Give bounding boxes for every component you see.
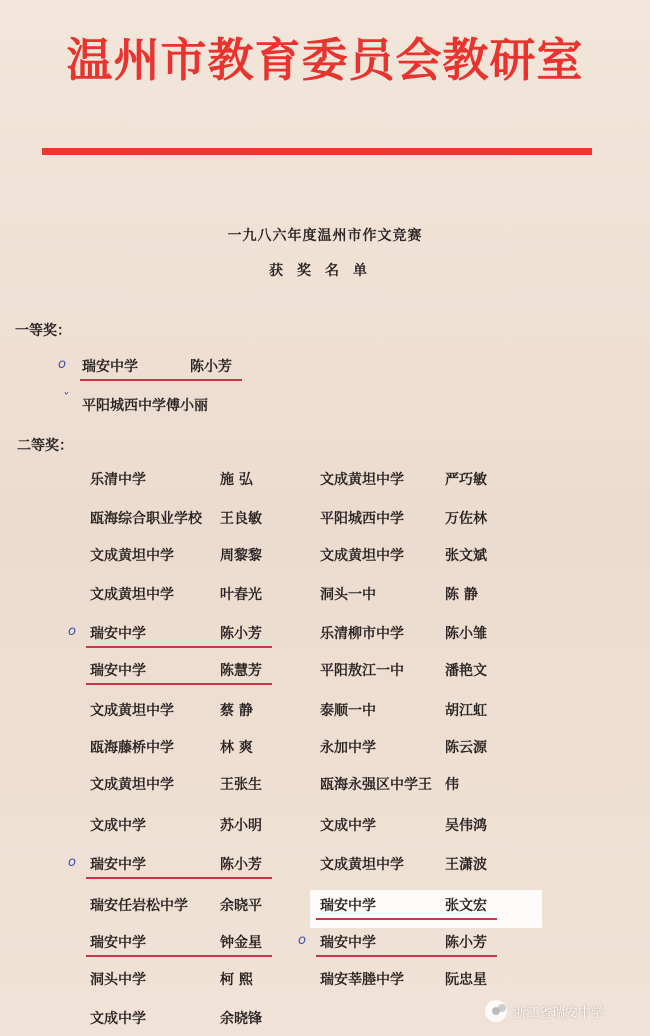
handwritten-underline bbox=[80, 379, 242, 381]
entry-name: 王潇波 bbox=[445, 857, 487, 873]
entry-name: 蔡 静 bbox=[220, 703, 253, 719]
entry-school: 平阳城西中学 bbox=[320, 511, 404, 527]
handwritten-underline bbox=[316, 955, 497, 957]
first-prize-name: 陈小芳 bbox=[190, 359, 232, 375]
entry-school: 乐清柳市中学 bbox=[320, 626, 404, 642]
entry-school: 瑞安任岩松中学 bbox=[90, 898, 188, 914]
entry-name: 陈小芳 bbox=[445, 935, 487, 951]
entry-school: 瑞安莘塍中学 bbox=[320, 972, 404, 988]
entry-name: 严巧敏 bbox=[445, 472, 487, 488]
entry-school: 瑞安中学 bbox=[320, 898, 376, 914]
entry-school: 文成黄坦中学 bbox=[320, 472, 404, 488]
entry-school: 文成黄坦中学 bbox=[90, 703, 174, 719]
entry-name: 张文斌 bbox=[445, 548, 487, 564]
entry-school: 文成中学 bbox=[320, 818, 376, 834]
entry-school: 瓯海综合职业学校 bbox=[90, 511, 202, 527]
entry-name: 林 爽 bbox=[220, 740, 253, 756]
handwritten-underline bbox=[316, 918, 497, 920]
entry-school: 瑞安中学 bbox=[320, 935, 376, 951]
entry-name: 周黎黎 bbox=[220, 548, 262, 564]
entry-name: 陈 静 bbox=[445, 587, 478, 603]
entry-school: 洞头中学 bbox=[90, 972, 146, 988]
entry-school: 泰顺一中 bbox=[320, 703, 376, 719]
entry-name: 张文宏 bbox=[445, 898, 487, 914]
entry-name: 余晓平 bbox=[220, 898, 262, 914]
entry-school: 永加中学 bbox=[320, 740, 376, 756]
letterhead-title: 温州市教育委员会教研室 bbox=[66, 33, 584, 87]
entry-name: 柯 熙 bbox=[220, 972, 253, 988]
pen-check-mark: ˇ bbox=[62, 392, 69, 407]
entry-name: 陈小雏 bbox=[445, 626, 487, 642]
first-prize-school: 瑞安中学 bbox=[82, 359, 138, 375]
watermark bbox=[485, 996, 650, 1026]
entry-school: 文成黄坦中学 bbox=[320, 857, 404, 873]
entry-name: 施 弘 bbox=[220, 472, 253, 488]
entry-name: 王良敏 bbox=[220, 511, 262, 527]
entry-school: 瑞安中学 bbox=[90, 857, 146, 873]
entry-name: 钟金星 bbox=[220, 935, 262, 951]
entry-name: 胡江虹 bbox=[445, 703, 487, 719]
handwritten-underline bbox=[86, 877, 272, 879]
entry-school: 文成黄坦中学 bbox=[320, 548, 404, 564]
entry-school: 瑞安中学 bbox=[90, 663, 146, 679]
pen-check-mark: o bbox=[58, 357, 66, 372]
entry-name: 叶春光 bbox=[220, 587, 262, 603]
entry-school: 文成黄坦中学 bbox=[90, 777, 174, 793]
entry-name: 阮忠星 bbox=[445, 972, 487, 988]
pen-check-mark: o bbox=[298, 933, 306, 948]
entry-name: 余晓锋 bbox=[220, 1011, 262, 1027]
first-prize-entry: 平阳城西中学傅小丽 bbox=[82, 398, 208, 414]
entry-name: 陈慧芳 bbox=[220, 663, 262, 679]
second-prize-label: 二等奖： bbox=[17, 438, 73, 454]
entry-name: 苏小明 bbox=[220, 818, 262, 834]
pen-check-mark: o bbox=[68, 624, 76, 639]
handwritten-underline bbox=[86, 683, 272, 685]
entry-school: 文成中学 bbox=[90, 1011, 146, 1027]
entry-name: 陈云源 bbox=[445, 740, 487, 756]
first-prize-label: 一等奖： bbox=[15, 323, 71, 339]
letterhead-rule bbox=[42, 148, 592, 155]
entry-name: 陈小芳 bbox=[220, 626, 262, 642]
entry-name: 吴伟鸿 bbox=[445, 818, 487, 834]
entry-name: 陈小芳 bbox=[220, 857, 262, 873]
entry-name: 潘艳文 bbox=[445, 663, 487, 679]
entry-school: 平阳敖江一中 bbox=[320, 663, 404, 679]
wechat-logo-icon bbox=[485, 1000, 507, 1022]
entry-school: 瓯海永强区中学王 bbox=[320, 777, 432, 793]
entry-name: 伟 bbox=[445, 777, 459, 793]
entry-school: 瓯海藤桥中学 bbox=[90, 740, 174, 756]
entry-school: 文成黄坦中学 bbox=[90, 548, 174, 564]
entry-school: 洞头一中 bbox=[320, 587, 376, 603]
pen-check-mark: o bbox=[68, 855, 76, 870]
entry-name: 万佐林 bbox=[445, 511, 487, 527]
entry-school: 瑞安中学 bbox=[90, 935, 146, 951]
entry-school: 文成黄坦中学 bbox=[90, 587, 174, 603]
handwritten-underline bbox=[86, 955, 272, 957]
entry-school: 乐清中学 bbox=[90, 472, 146, 488]
entry-name: 王张生 bbox=[220, 777, 262, 793]
document-title: 一九八六年度温州市作文竞赛 bbox=[227, 228, 423, 244]
entry-school: 文成中学 bbox=[90, 818, 146, 834]
handwritten-underline bbox=[86, 646, 272, 648]
entry-school: 瑞安中学 bbox=[90, 626, 146, 642]
document-subtitle: 获奖名单 bbox=[269, 263, 381, 279]
watermark-text: 浙江省瑞安中学 bbox=[513, 1005, 605, 1021]
